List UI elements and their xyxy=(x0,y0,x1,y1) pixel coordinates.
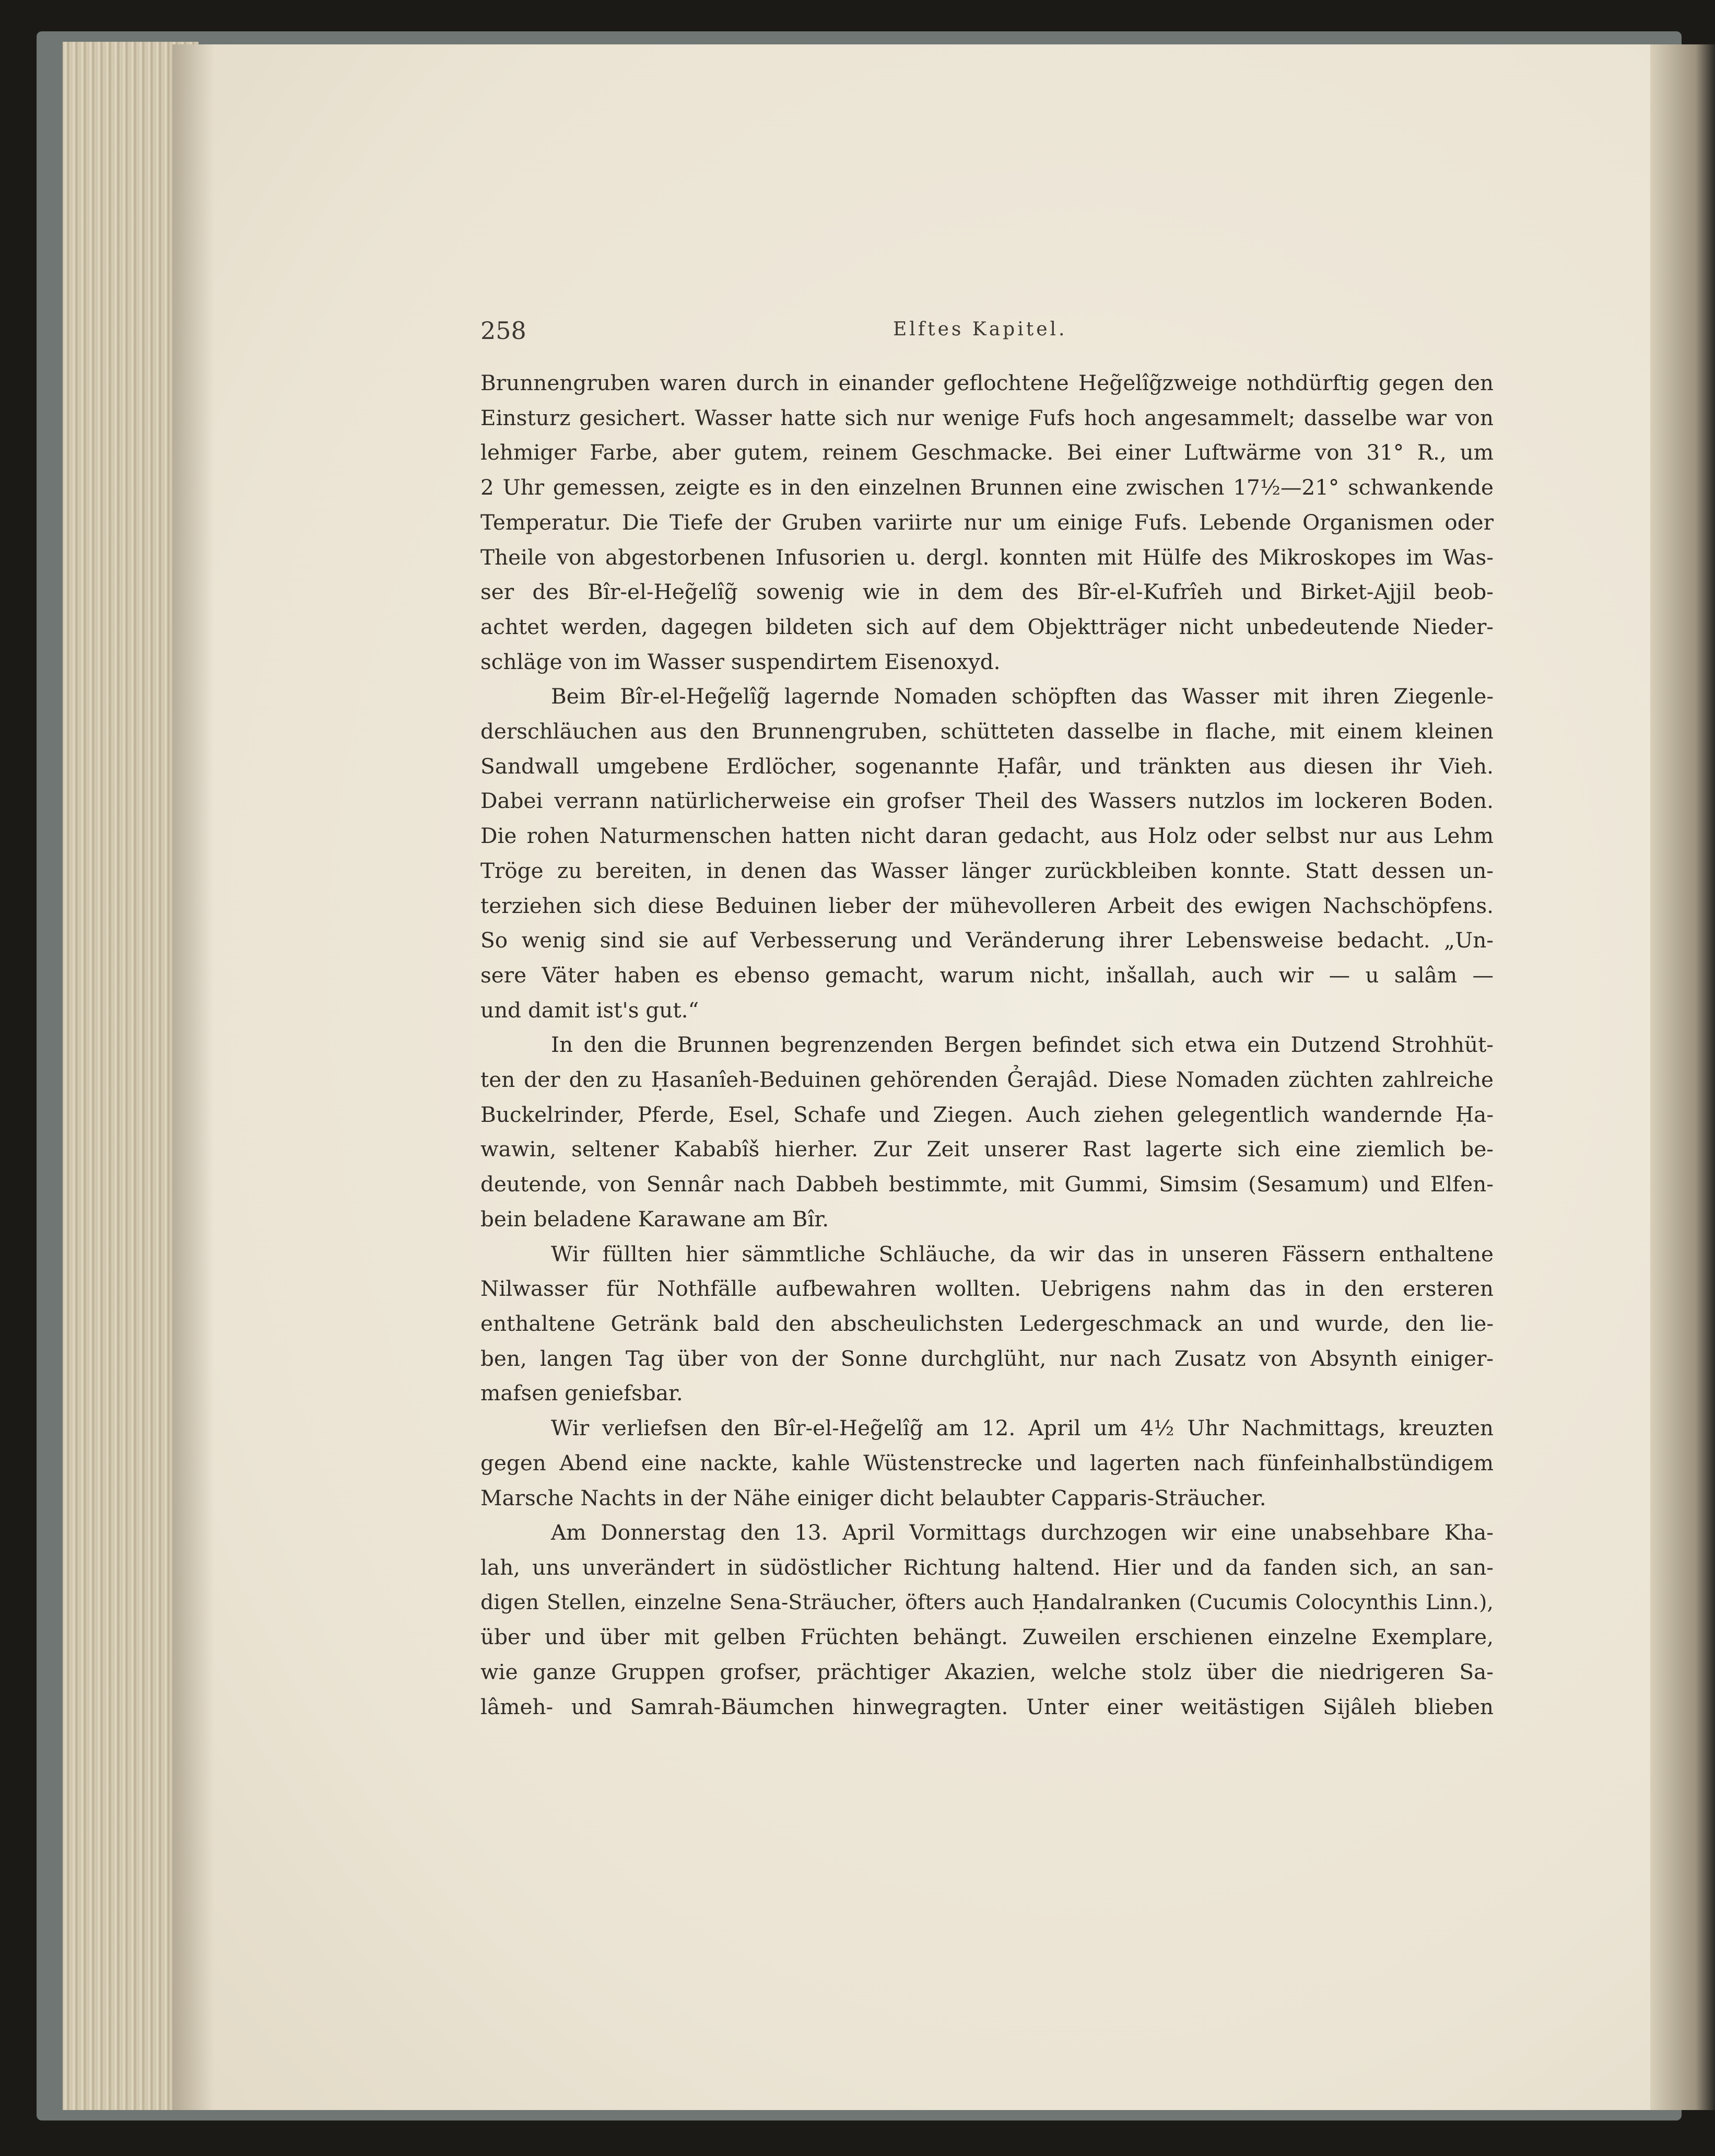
text-line: Temperatur. Die Tiefe der Gruben variirte nur um einige Fufs. Lebende Organismen oder xyxy=(480,509,1494,535)
text-line: In den die Brunnen begrenzenden Bergen befindet sich etwa ein Dutzend Strohhüt- xyxy=(551,1032,1494,1058)
text-line: derschläuchen aus den Brunnengruben, schütteten dasselbe in flache, mit einem kleinen xyxy=(480,719,1494,744)
text-line: Wir füllten hier sämmtliche Schläuche, da wir das in unseren Fässern enthaltene xyxy=(551,1241,1494,1267)
text-line: Brunnengruben waren durch in einander geflochtene Heg̃elîg̃zweige nothdürftig gegen den xyxy=(480,370,1494,395)
page-header xyxy=(480,311,1494,358)
page-number: 258 xyxy=(480,317,526,345)
text-line: lâmeh- und Samrah-Bäumchen hinwegragten. Unter einer weitästigen Sijâleh blieben xyxy=(480,1694,1494,1719)
text-line: Sandwall umgebene Erdlöcher, sogenannte Ḥafâr, und tränkten aus diesen ihr Vieh. xyxy=(480,753,1494,779)
gutter-shadow xyxy=(172,44,214,2110)
text-line: Buckelrinder, Pferde, Esel, Schafe und Ziegen. Auch ziehen gelegentlich wandernde Ḥa- xyxy=(480,1102,1494,1127)
text-line: gegen Abend eine nackte, kahle Wüstenstrecke und lagerten nach fünfeinhalbstündigem xyxy=(480,1450,1494,1475)
text-line: Wir verliefsen den Bîr-el-Heg̃elîg̃ am 12. April um 4½ Uhr Nachmittags, kreuzten xyxy=(551,1415,1494,1441)
text-line: ben, langen Tag über von der Sonne durchglüht, nur nach Zusatz von Absynth einiger- xyxy=(480,1345,1494,1371)
text-line: Dabei verrann natürlicherweise ein grofser Theil des Wassers nutzlos im lockeren Boden. xyxy=(480,788,1494,814)
text-line: Einsturz gesichert. Wasser hatte sich nur wenige Fufs hoch angesammelt; dasselbe war von xyxy=(480,405,1494,430)
text-line: achtet werden, dagegen bildeten sich auf dem Objektträger nicht unbedeutende Nieder- xyxy=(480,614,1494,639)
body-text xyxy=(480,366,1494,1724)
text-line: wawin, seltener Kababîš hierher. Zur Zeit unserer Rast lagerte sich eine ziemlich be- xyxy=(480,1136,1494,1162)
text-line: und damit ist's gut.“ xyxy=(480,997,699,1023)
text-line: ten der den zu Ḥasanîeh-Beduinen gehörenden G̉erajâd. Diese Nomaden züchten zahlreiche xyxy=(480,1067,1494,1093)
running-title: Elftes Kapitel. xyxy=(893,319,1067,340)
text-line: schläge von im Wasser suspendirtem Eisenoxyd. xyxy=(480,649,1001,674)
text-line: Marsche Nachts in der Nähe einiger dicht belaubter Capparis-Sträucher. xyxy=(480,1485,1266,1510)
right-page-edge xyxy=(1650,44,1715,2110)
text-line: Nilwasser für Nothfälle aufbewahren wollten. Uebrigens nahm das in den ersteren xyxy=(480,1276,1494,1302)
text-line: über und über mit gelben Früchten behängt. Zuweilen erschienen einzelne Exemplare, xyxy=(480,1624,1494,1650)
text-line: wie ganze Gruppen grofser, prächtiger Akazien, welche stolz über die niedrigeren Sa- xyxy=(480,1659,1494,1685)
text-line: ser des Bîr-el-Heg̃elîg̃ sowenig wie in dem des Bîr-el-Kufrîeh und Birket-Ajjil beob- xyxy=(480,579,1494,605)
text-line: lah, uns unverändert in südöstlicher Richtung haltend. Hier und da fanden sich, an san- xyxy=(480,1554,1494,1580)
text-line: Tröge zu bereiten, in denen das Wasser länger zurückbleiben konnte. Statt dessen un- xyxy=(480,858,1494,883)
text-line: 2 Uhr gemessen, zeigte es in den einzelnen Brunnen eine zwischen 17½—21° schwankende xyxy=(480,475,1494,500)
text-line: bein beladene Karawane am Bîr. xyxy=(480,1206,829,1232)
text-line: terziehen sich diese Beduinen lieber der mühevolleren Arbeit des ewigen Nachschöpfens. xyxy=(480,893,1494,918)
text-line: mafsen geniefsbar. xyxy=(480,1380,683,1406)
text-line: Beim Bîr-el-Heg̃elîg̃ lagernde Nomaden schöpften das Wasser mit ihren Ziegenle- xyxy=(551,684,1494,709)
text-line: sere Väter haben es ebenso gemacht, warum nicht, inšallah, auch wir — u salâm — xyxy=(480,962,1494,988)
text-line: Theile von abgestorbenen Infusorien u. dergl. konnten mit Hülfe des Mikroskopes im Was- xyxy=(480,544,1494,570)
text-line: Am Donnerstag den 13. April Vormittags durchzogen wir eine unabsehbare Kha- xyxy=(551,1520,1494,1545)
text-line: Die rohen Naturmenschen hatten nicht daran gedacht, aus Holz oder selbst nur aus Lehm xyxy=(480,823,1494,849)
text-line: So wenig sind sie auf Verbesserung und Veränderung ihrer Lebensweise bedacht. „Un- xyxy=(480,928,1494,953)
text-line: enthaltene Getränk bald den abscheulichsten Ledergeschmack an und wurde, den lie- xyxy=(480,1310,1494,1336)
text-line: lehmiger Farbe, aber gutem, reinem Geschmacke. Bei einer Luftwärme von 31° R., um xyxy=(480,440,1494,465)
text-line: digen Stellen, einzelne Sena-Sträucher, öfters auch Ḥandalranken (Cucumis Colocynthis Linn.), xyxy=(480,1590,1494,1614)
text-line: deutende, von Sennâr nach Dabbeh bestimmte, mit Gummi, Simsim (Sesamum) und Elfen- xyxy=(480,1171,1494,1197)
